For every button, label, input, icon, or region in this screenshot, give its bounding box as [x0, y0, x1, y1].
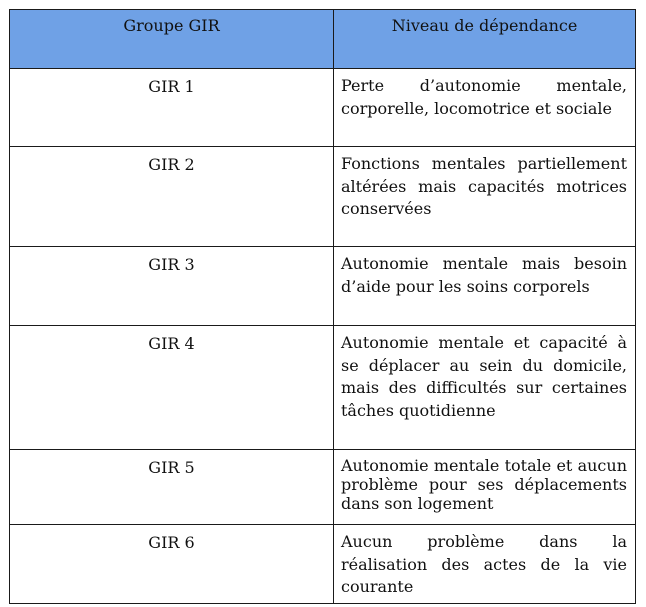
header-row [10, 10, 636, 69]
table-row [10, 69, 636, 147]
gir-table [9, 9, 636, 604]
dependency-description-cell: Autonomie mentale mais besoin d’aide pour les soins corporels [334, 247, 636, 326]
gir-group-cell: GIR 6 [10, 525, 334, 604]
table-row [10, 247, 636, 326]
table-row [10, 525, 636, 604]
header-groupe-gir: Groupe GIR [10, 10, 334, 69]
table-row [10, 147, 636, 247]
gir-group-cell: GIR 5 [10, 450, 334, 525]
gir-group-cell: GIR 3 [10, 247, 334, 326]
dependency-description-cell: Aucun problème dans la réalisation des actes de la vie courante [334, 525, 636, 604]
dependency-description-cell: Autonomie mentale et capacité à se déplacer au sein du domicile, mais des difficultés sur certaines tâches quotidienne [334, 326, 636, 450]
table-row [10, 326, 636, 450]
gir-group-cell: GIR 4 [10, 326, 334, 450]
header-niveau-dependance: Niveau de dépendance [334, 10, 636, 69]
dependency-description-cell: Perte d’autonomie mentale, corporelle, locomotrice et sociale [334, 69, 636, 147]
dependency-description-cell: Autonomie mentale totale et aucun problème pour ses déplacements dans son logement [334, 450, 636, 525]
table-row [10, 450, 636, 525]
gir-group-cell: GIR 2 [10, 147, 334, 247]
gir-group-cell: GIR 1 [10, 69, 334, 147]
dependency-description-cell: Fonctions mentales partiellement altérées mais capacités motrices conservées [334, 147, 636, 247]
